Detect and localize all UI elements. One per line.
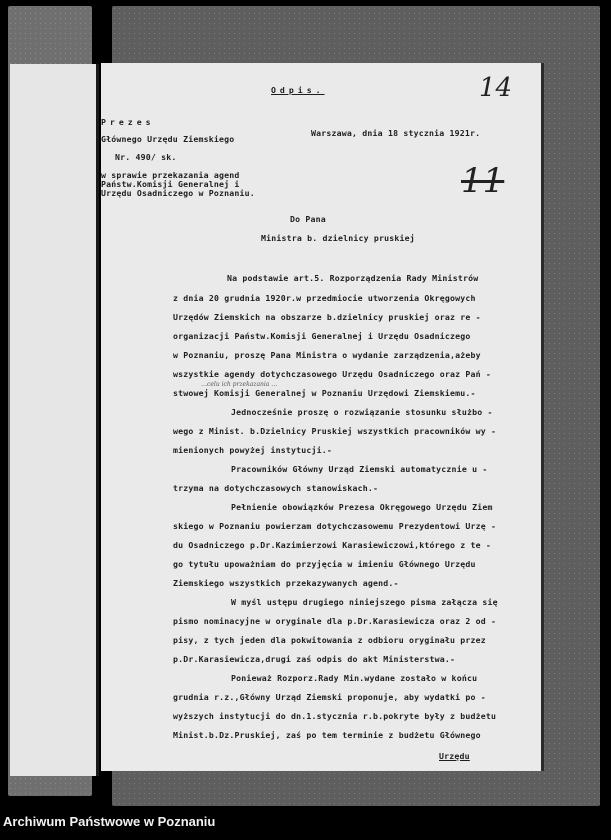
body-line: W myśl ustępu drugiego niniejszego pisma załącza się (231, 597, 498, 607)
document-title: Odpis. (271, 85, 325, 95)
reference-number: Nr. 490/ sk. (115, 152, 177, 162)
subject-line-1: w sprawie przekazania agend (101, 170, 240, 180)
document-page (101, 63, 541, 771)
place-date: Warszawa, dnia 18 stycznia 1921r. (311, 128, 481, 138)
body-line: du Osadniczego p.Dr.Kazimierzowi Karasiewiczowi,którego z te - (173, 540, 492, 550)
body-line: pisy, z tych jeden dla pokwitowania z odbioru oryginału przez (173, 635, 486, 645)
handwritten-page-number: 14 (479, 73, 513, 103)
subject-line-3: Urzędu Osadniczego w Poznaniu. (101, 188, 255, 198)
body-line: z dnia 20 grudnia 1920r.w przedmiocie utworzenia Okręgowych (173, 293, 476, 303)
handwritten-crossed-number: 11 (461, 161, 505, 201)
body-line: Ziemskiego wszystkich przekazywanych agend.- (173, 578, 399, 588)
body-line: wszystkie agendy dotychczasowego Urzędu Osadniczego oraz Pań - (173, 369, 492, 379)
body-line: go tytułu upoważniam do przyjęcia w imieniu Głównego Urzędu (173, 559, 476, 569)
subject-line-2: Państw.Komisji Generalnej i (101, 179, 240, 189)
body-line: Pełnienie obowiązków Prezesa Okręgowego Urzędu Ziem (231, 502, 493, 512)
addressee-line-1: Do Pana (290, 214, 326, 224)
body-line: wyższych instytucji do dn.1.stycznia r.b.pokryte były z budżetu (173, 711, 497, 721)
body-line: Jednocześnie proszę o rozwiązanie stosunku służbo - (231, 407, 493, 417)
sender-title: Prezes (101, 117, 155, 127)
body-line: skiego w Poznaniu powierzam dotychczasowemu Prezydentowi Urzę - (173, 521, 497, 531)
body-line: Urzędów Ziemskich na obszarze b.dzielnicy pruskiej oraz re - (173, 312, 481, 322)
folded-page-strip (10, 64, 99, 776)
body-line: grudnia r.z.,Główny Urząd Ziemski proponuje, aby wydatki po - (173, 692, 486, 702)
body-line: trzyma na dotychczasowych stanowiskach.- (173, 483, 379, 493)
body-line: Ponieważ Rozporz.Rady Min.wydane zostało w końcu (231, 673, 478, 683)
body-line: w Poznaniu, proszę Pana Ministra o wydanie zarządzenia,ażeby (173, 350, 481, 360)
body-line: p.Dr.Karasiewicza,drugi zaś odpis do akt Ministerstwa.- (173, 654, 456, 664)
body-line: mienionych powyżej instytucji.- (173, 445, 333, 455)
catchword: Urzędu (439, 751, 470, 761)
body-line: stwowej Komisji Generalnej w Poznaniu Urzędowi Ziemskiemu.- (173, 388, 476, 398)
body-line: Pracowników Główny Urząd Ziemski automatycznie u - (231, 464, 488, 474)
body-line: wego z Minist. b.Dzielnicy Pruskiej wszystkich pracowników wy - (173, 426, 497, 436)
archive-caption: Archiwum Państwowe w Poznaniu (3, 814, 216, 829)
addressee-line-2: Ministra b. dzielnicy pruskiej (261, 233, 415, 243)
body-line: Minist.b.Dz.Pruskiej, zaś po tem terminie z budżetu Głównego (173, 730, 481, 740)
body-line: pismo nominacyjne w oryginale dla p.Dr.Karasiewicza oraz 2 od - (173, 616, 497, 626)
body-line: organizacji Państw.Komisji Generalnej i Urzędu Osadniczego (173, 331, 471, 341)
handwritten-insertion: …celu ich przekazania … (201, 381, 278, 388)
sender-office: Głównego Urzędu Ziemskiego (101, 134, 235, 144)
body-line: Na podstawie art.5. Rozporządzenia Rady Ministrów (227, 273, 479, 283)
